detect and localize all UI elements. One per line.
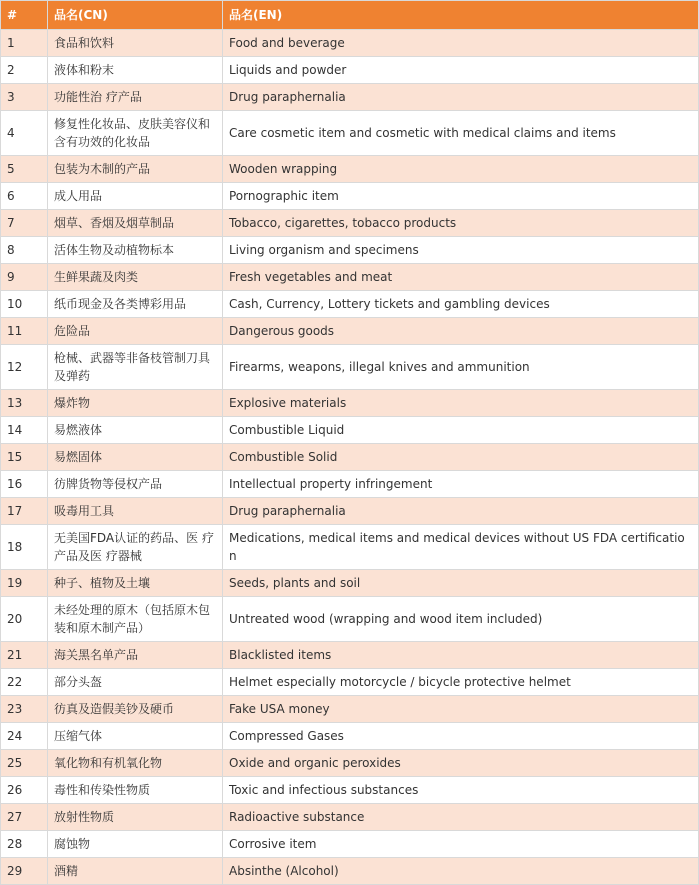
table-row [1,84,699,111]
row-number-cell: 1 [1,30,48,57]
name-cn-cell: 食品和饮料 [48,30,223,57]
table-row [1,345,699,390]
name-en-cell: Drug paraphernalia [223,84,699,111]
name-cn-cell: 部分头盔 [48,669,223,696]
table-row [1,750,699,777]
table-row [1,669,699,696]
table-row [1,390,699,417]
table-row [1,156,699,183]
name-cn-cell: 彷牌货物等侵权产品 [48,471,223,498]
name-cn-cell: 毒性和传染性物质 [48,777,223,804]
row-number-cell: 13 [1,390,48,417]
name-en-cell: Fresh vegetables and meat [223,264,699,291]
name-en-cell: Oxide and organic peroxides [223,750,699,777]
name-cn-cell: 压缩气体 [48,723,223,750]
name-cn-cell: 生鲜果蔬及肉类 [48,264,223,291]
table-row [1,498,699,525]
table-row [1,318,699,345]
name-cn-cell: 种子、植物及土壤 [48,570,223,597]
table-row [1,858,699,885]
header-name-cn: 品名(CN) [48,1,223,30]
name-en-cell: Tobacco, cigarettes, tobacco products [223,210,699,237]
row-number-cell: 26 [1,777,48,804]
name-cn-cell: 液体和粉末 [48,57,223,84]
table-row [1,804,699,831]
row-number-cell: 3 [1,84,48,111]
name-en-cell: Fake USA money [223,696,699,723]
name-en-cell: Medications, medical items and medical devices without US FDA certification [223,525,699,570]
table-row [1,291,699,318]
name-en-cell: Corrosive item [223,831,699,858]
name-cn-cell: 纸币现金及各类博彩用品 [48,291,223,318]
table-row [1,210,699,237]
table-body [1,30,699,885]
table-row [1,417,699,444]
table-row [1,183,699,210]
name-cn-cell: 易燃液体 [48,417,223,444]
name-en-cell: Seeds, plants and soil [223,570,699,597]
name-cn-cell: 腐蚀物 [48,831,223,858]
row-number-cell: 5 [1,156,48,183]
name-en-cell: Food and beverage [223,30,699,57]
name-cn-cell: 彷真及造假美钞及硬币 [48,696,223,723]
name-cn-cell: 易燃固体 [48,444,223,471]
table-row [1,111,699,156]
name-cn-cell: 危险品 [48,318,223,345]
row-number-cell: 14 [1,417,48,444]
name-en-cell: Helmet especially motorcycle / bicycle protective helmet [223,669,699,696]
row-number-cell: 8 [1,237,48,264]
name-en-cell: Living organism and specimens [223,237,699,264]
table-row [1,264,699,291]
row-number-cell: 23 [1,696,48,723]
name-en-cell: Combustible Solid [223,444,699,471]
name-en-cell: Cash, Currency, Lottery tickets and gambling devices [223,291,699,318]
name-cn-cell: 枪械、武器等非备枝管制刀具及弹药 [48,345,223,390]
header-number: # [1,1,48,30]
name-en-cell: Radioactive substance [223,804,699,831]
row-number-cell: 19 [1,570,48,597]
name-cn-cell: 氧化物和有机氧化物 [48,750,223,777]
row-number-cell: 25 [1,750,48,777]
name-en-cell: Liquids and powder [223,57,699,84]
name-en-cell: Untreated wood (wrapping and wood item included) [223,597,699,642]
table-row [1,723,699,750]
name-cn-cell: 活体生物及动植物标本 [48,237,223,264]
name-en-cell: Absinthe (Alcohol) [223,858,699,885]
row-number-cell: 15 [1,444,48,471]
table-row [1,30,699,57]
row-number-cell: 29 [1,858,48,885]
table-row [1,570,699,597]
name-cn-cell: 放射性物质 [48,804,223,831]
table-row [1,237,699,264]
table-row [1,696,699,723]
table-row [1,831,699,858]
row-number-cell: 11 [1,318,48,345]
name-en-cell: Combustible Liquid [223,417,699,444]
name-cn-cell: 未经处理的原木（包括原木包装和原木制产品） [48,597,223,642]
table-row [1,777,699,804]
row-number-cell: 28 [1,831,48,858]
row-number-cell: 18 [1,525,48,570]
name-en-cell: Blacklisted items [223,642,699,669]
row-number-cell: 24 [1,723,48,750]
table-row [1,57,699,84]
row-number-cell: 7 [1,210,48,237]
row-number-cell: 21 [1,642,48,669]
name-cn-cell: 修复性化妆品、皮肤美容仪和含有功效的化妆品 [48,111,223,156]
header-row [1,1,699,30]
row-number-cell: 17 [1,498,48,525]
name-cn-cell: 无美国FDA认证的药品、医 疗产品及医 疗器械 [48,525,223,570]
table-row [1,471,699,498]
name-en-cell: Toxic and infectious substances [223,777,699,804]
table-row [1,444,699,471]
row-number-cell: 16 [1,471,48,498]
name-en-cell: Care cosmetic item and cosmetic with medical claims and items [223,111,699,156]
name-cn-cell: 烟草、香烟及烟草制品 [48,210,223,237]
name-cn-cell: 吸毒用工具 [48,498,223,525]
table-row [1,525,699,570]
row-number-cell: 27 [1,804,48,831]
name-en-cell: Explosive materials [223,390,699,417]
name-en-cell: Firearms, weapons, illegal knives and ammunition [223,345,699,390]
row-number-cell: 22 [1,669,48,696]
row-number-cell: 20 [1,597,48,642]
table-row [1,597,699,642]
name-en-cell: Intellectual property infringement [223,471,699,498]
name-cn-cell: 包装为木制的产品 [48,156,223,183]
name-cn-cell: 爆炸物 [48,390,223,417]
row-number-cell: 6 [1,183,48,210]
name-en-cell: Dangerous goods [223,318,699,345]
name-cn-cell: 海关黑名单产品 [48,642,223,669]
row-number-cell: 9 [1,264,48,291]
name-en-cell: Wooden wrapping [223,156,699,183]
header-name-en: 品名(EN) [223,1,699,30]
row-number-cell: 10 [1,291,48,318]
row-number-cell: 2 [1,57,48,84]
name-en-cell: Compressed Gases [223,723,699,750]
row-number-cell: 12 [1,345,48,390]
name-cn-cell: 酒精 [48,858,223,885]
name-en-cell: Drug paraphernalia [223,498,699,525]
name-en-cell: Pornographic item [223,183,699,210]
row-number-cell: 4 [1,111,48,156]
name-cn-cell: 成人用品 [48,183,223,210]
name-cn-cell: 功能性治 疗产品 [48,84,223,111]
table-row [1,642,699,669]
